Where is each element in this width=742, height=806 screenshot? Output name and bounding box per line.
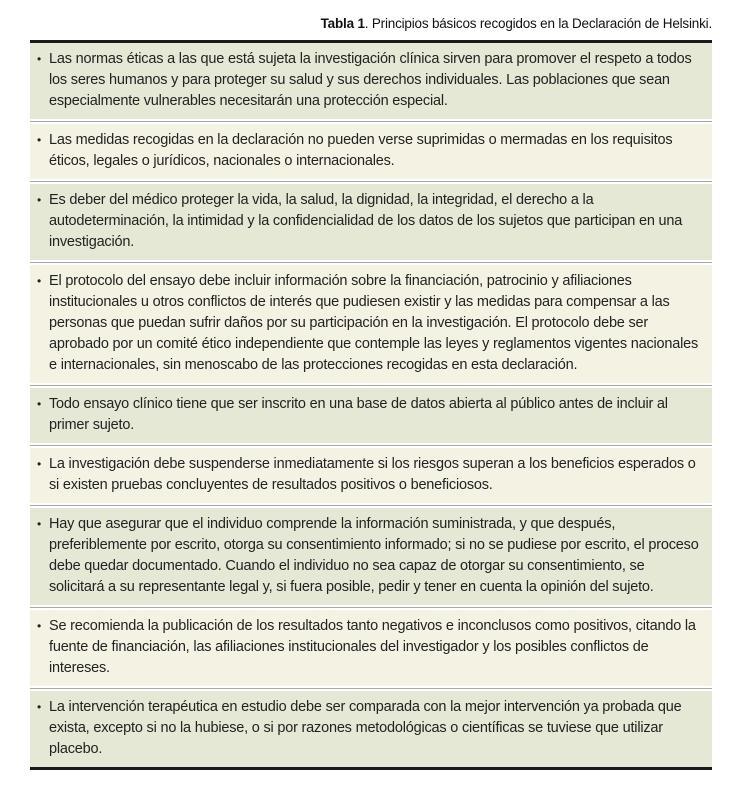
row-divider [30,686,712,691]
row-text: Todo ensayo clínico tiene que ser inscrito en una base de datos abierta al público antes de incluir al primer sujeto. [49,396,668,433]
row-text: Es deber del médico proteger la vida, la salud, la dignidad, la integridad, el derecho a la autodeterminación, la intimidad y la confidencialidad de los datos de los sujetos que participan en una investigación. [49,192,683,250]
table-row [30,184,712,260]
table-row [30,265,712,383]
bullet-icon: • [37,52,42,66]
bullet-icon: • [37,193,42,207]
table-body [30,43,712,767]
row-text: La intervención terapéutica en estudio debe ser comparada con la mejor intervención ya probada que exista, excepto si no la hubiese, o si por razones metodológicas o científicas se tuviese que utilizar placebo. [49,699,682,757]
row-divider [30,605,712,610]
bottom-rule [30,767,712,770]
row-text: El protocolo del ensayo debe incluir información sobre la financiación, patrocinio y afiliaciones institucionales u otros conflictos de interés que pudiesen existir y las medidas para compensar a las personas que puedan sufrir daños por su participación en la investigación. El protocolo debe ser aprobado por un comité ético independiente que contemple las leyes y reglamentos vigentes nacionales e internacionales, sin menoscabo de las protecciones recogidas en esta declaración. [49,273,699,373]
bullet-icon: • [37,457,42,471]
bullet-icon: • [37,517,42,531]
bullet-icon: • [37,133,42,147]
bullet-icon: • [37,274,42,288]
row-divider [30,383,712,388]
bullet-icon: • [37,619,42,633]
row-divider [30,260,712,265]
row-text: Hay que asegurar que el individuo comprende la información suministrada, y que después, preferiblemente por escrito, otorga su consentimiento informado; si no se pudiese por escrito, el proceso debe quedar documentado. Cuando el individuo no sea capaz de otorgar su consentimiento, se solicitará a su representante legal y, si fuera posible, pedir y tener en cuenta la opinión del sujeto. [49,516,699,595]
row-text: La investigación debe suspenderse inmediatamente si los riesgos superan a los beneficios esperados o si existen pruebas concluyentes de resultados positivos o beneficiosos. [49,456,696,493]
table-caption-text: . Principios básicos recogidos en la Declaración de Helsinki. [364,16,712,31]
table-row [30,610,712,686]
bullet-icon: • [37,397,42,411]
table-row [30,448,712,503]
table-row [30,691,712,767]
table-row [30,388,712,443]
row-divider [30,503,712,508]
table-caption [30,0,712,40]
row-divider [30,179,712,184]
row-text: Se recomienda la publicación de los resultados tanto negativos e inconclusos como positivos, citando la fuente de financiación, las afiliaciones institucionales del investigador y los posibles conflictos de intereses. [49,618,696,676]
row-text: Las medidas recogidas en la declaración no pueden verse suprimidas o mermadas en los requisitos éticos, legales o jurídicos, nacionales o internacionales. [49,132,673,169]
row-divider [30,119,712,124]
table-row [30,43,712,119]
row-text: Las normas éticas a las que está sujeta la investigación clínica sirven para promover el respeto a todos los seres humanos y para proteger su salud y sus derechos individuales. Las poblaciones que sean especialmente vulnerables necesitarán una protección especial. [49,51,692,109]
table-caption-label: Tabla 1 [320,16,365,31]
table-row [30,508,712,605]
bullet-icon: • [37,700,42,714]
row-divider [30,443,712,448]
table-row [30,124,712,179]
